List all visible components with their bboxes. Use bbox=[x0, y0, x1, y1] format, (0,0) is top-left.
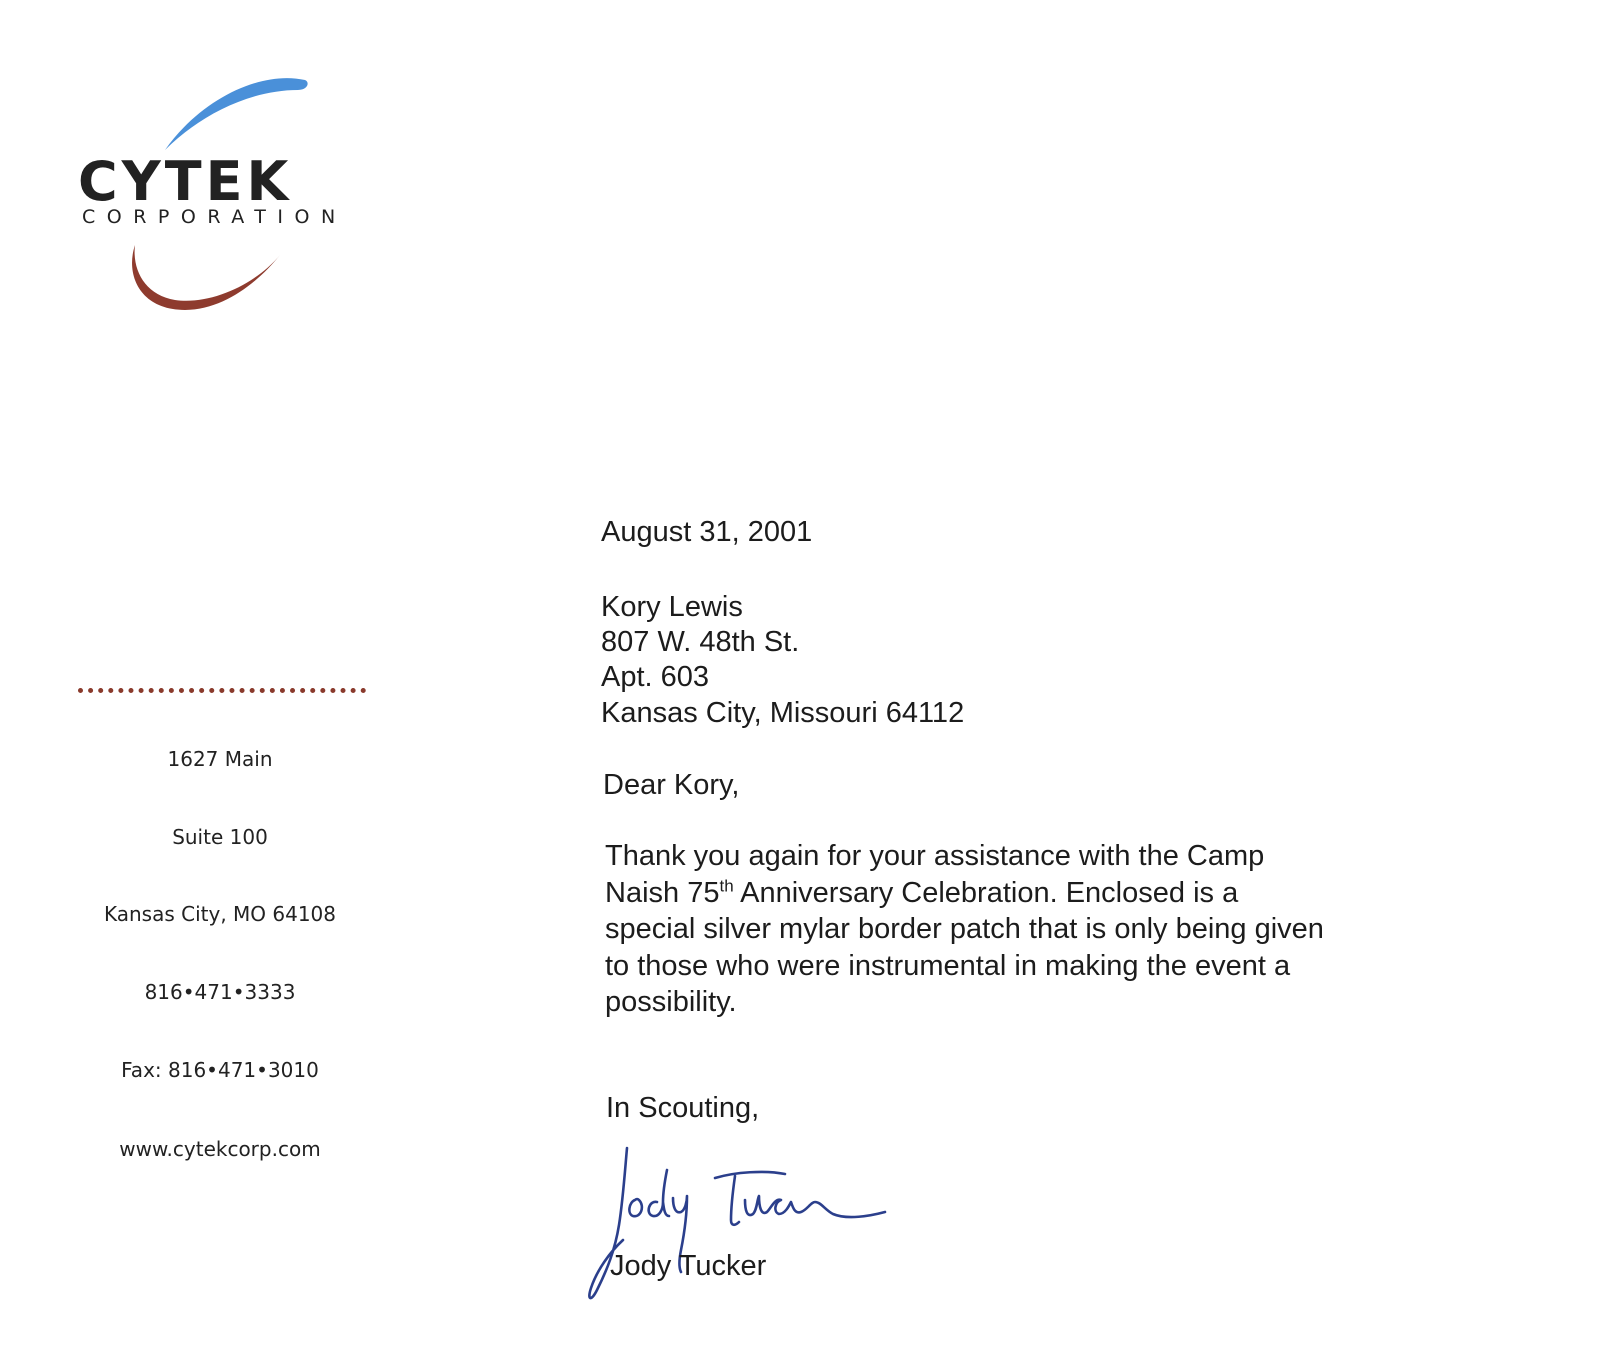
upper-swoosh bbox=[165, 78, 308, 150]
closing: In Scouting, bbox=[606, 1092, 760, 1124]
lower-swoosh bbox=[132, 245, 280, 310]
recipient-city: Kansas City, Missouri 64112 bbox=[601, 697, 965, 729]
salutation: Dear Kory, bbox=[603, 769, 740, 801]
letter-date: August 31, 2001 bbox=[601, 516, 813, 548]
recipient-name: Kory Lewis bbox=[601, 591, 743, 623]
letter-body bbox=[605, 838, 1325, 1021]
body-part-2: Anniversary Celebration. Enclosed is a special silver mylar border patch that is only being given to those who were instrumental in making the event a possibility. bbox=[605, 876, 1324, 1018]
company-street: 1627 Main bbox=[167, 747, 273, 771]
company-suite: Suite 100 bbox=[172, 825, 268, 849]
recipient-apt: Apt. 603 bbox=[601, 661, 710, 693]
company-logo bbox=[70, 60, 370, 330]
recipient-street: 807 W. 48th St. bbox=[601, 626, 800, 658]
signature-image bbox=[585, 1140, 905, 1310]
signer-name: Jody Tucker bbox=[610, 1250, 767, 1282]
company-subtitle: CORPORATION bbox=[82, 206, 347, 228]
body-part-1: Thank you again for your assistance with the Camp Naish 75 bbox=[605, 840, 1265, 909]
company-fax: Fax: 816•471•3010 bbox=[121, 1058, 319, 1082]
company-city: Kansas City, MO 64108 bbox=[103, 902, 337, 926]
company-phone: 816•471•3333 bbox=[144, 980, 296, 1004]
body-superscript: th bbox=[719, 875, 734, 895]
company-name: CYTEK bbox=[78, 150, 293, 213]
dotted-divider bbox=[78, 688, 366, 693]
company-website: www.cytekcorp.com bbox=[119, 1137, 321, 1161]
